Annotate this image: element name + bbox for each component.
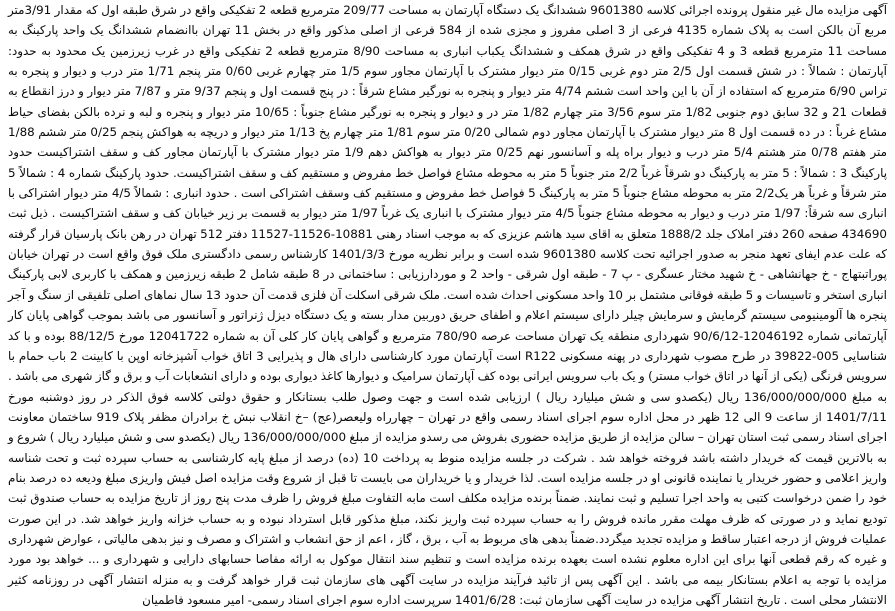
auction-notice-text: آگهی مزایده مال غیر منقول پرونده اجرائی کلاسه 9601380 ششدانگ یک دستگاه آپارتمان به مساحت 209/77 مترمربع قطعه 2 تفکیکی واقع در شرق طبقه اول که مقدار 3/91متر مربع آن بالکن است به پلاک شماره 4135 فرعی از 3 اصلی مفروز و مجزی شده از 584 فرعی از اصلی مذکور واقع در بخش 11 تهران باانضمام ششدانگ یک واحد پارکینگ به مساحت 11 مترمربع قطعه 3 و 4 تفکیکی واقع در شرق همکف و ششدانگ یکباب انباری به مساحت 8/90 مترمربع قطعه 2 تفکیکی واقع در غرب زیرزمین یک محدود به حدود: آپارتمان : شمالاً : در شش قسمت اول 2/5 متر دوم غربی 0/15 متر دیوار مشترک با آپارتمان مجاور سوم 1/5 متر چهارم غربی 0/60 متر پنجم 1/71 متر درب و دیوار و پنجره به تراس 6/90 مترمربع که استفاده از آن با این واحد است ششم 4/74 متر دیوار و پنجره به نورگیر مشاع شرقاً : در پنج قسمت اول و پنجم 9/37 متر و 7/87 متر دیوار و درز انقطاع به قطعات 21 و 32 سابق دوم جنوبی 1/82 متر سوم 3/56 متر چهارم 1/82 متر در و دیوار و پنجره به نورگیر مشاع جنوباً : 10/65 متر دیوار و پنجره و لبه و نرده بالکن بفضای حیاط مشاع غرباً : در ده قسمت اول 8 متر دیوار مشترک با آپارتمان مجاور دوم شمالی 0/20 متر سوم 1/81 متر چهارم پخ 1/13 متر دیوار و دریچه به هواکش پنجم 0/25 متر ششم 1/88 متر هفتم 0/78 متر هشتم 5/4 متر درب و دیوار براه پله و آسانسور نهم 0/25 متر دیوار به هواکش دهم 1/9 متر دیوار مشترک با آپارتمان مجاور کف و سقف اشتراکیست حدود پارکینگ 3 : شمالاً : 5 متر به پارکینگ دو شرقاً غرباً 2/2 متر جنوباً 5 متر به محوطه مشاع فواصل خط مفروض و مستقیم کف و سقف اشتراکیست. حدود پارکینگ شماره 4 : شمالاً 5 متر شرقاً و غرباً هر یک2/2 متر به محوطه مشاع جنوباً 5 متر به پارکینگ 5 فواصل خط مفروض و مستقیم کف وسقف اشتراکی است . حدود انباری : شمالاً 4/5 متر دیوار اشتراکی با انباری سه شرقاً: 1/97 متر درب و دیوار به محوطه مشاع جنوباً 4/5 متر دیوار مشترک با انباری یک غرباً 1/97 متر دیوار به قسمت بر زیر خیابان کف و سقف اشتراکیست . ذیل ثبت 434690 صفحه 260 دفتر املاک جلد 1888/2 متعلق به اقای سید هاشم عزیزی که به موجب اسناد رهنی 10881-11526-11527 دفتر 512 تهران در رهن بانک پارسیان قرار گرفته که علت عدم ایفای تعهد منجر به صدور اجرائیه تحت کلاسه 9601380 شده است و برابر نظریه مورخ 1401/3/3 کارشناس رسمی دادگستری ملک فوق واقع است در تهران خیابان پوراتبتهاج - خ جهانشاهی - خ شهید مختار عسگری - پ 7 - طبقه اول شرقی - واحد 2 و موردارزیابی : ساختمانی در 8 طبقه شامل 2 طبقه زیرزمین و همکف با کاربری لابی پارکینگ انباری استخر و تاسیسات و 5 طبقه فوقانی مشتمل بر 10 واحد مسکونی احداث شده است. ملک شرقی اسکلت آن فلزی قدمت آن حدود 13 سال نماهای اصلی تلفیقی از سنگ و آجر پنجره ها آلومینیومی سیستم گرمایش و سرمایش چیلر دارای سیستم اعلام و اطفای حریق دوربین مدار بسته و یک دستگاه دیزل ژنراتور و آسانسور می باشد بموجب گواهی پایان کار آپارتمانی شماره 12046192-90/6/12 شهرداری منطقه یک تهران مساحت عرصه 780/90 مترمربع و گواهی پایان کار کلی آن به شماره 12041722 مورخ 88/12/5 بوده و با کد شناسایی 005-39822 در طرح مصوب شهرداری در پهنه مسکونی R122 است آپارتمان مورد کارشناسی دارای هال و پذیرایی 3 اتاق خواب آشپزخانه اوپن با کابینت 2 باب حمام با سرویس فرنگی (یکی از آنها در اتاق خواب مستر) و یک باب سرویس ایرانی بوده کف آپارتمان سرامیک و دیوارها کاغذ دیواری بوده و دارای انشعابات آب و برق و گاز شهری می باشد . به مبلغ 136/000/000/000 ریال (یکصدو سی و شش میلیارد ریال ) ارزیابی شده است و جهت وصول طلب بستانکار و حقوق دولتی کلاسه فوق الذکر در روز دوشنبه مورخ 1401/7/11 از ساعت 9 الی 12 ظهر در محل اداره سوم اجرای اسناد رسمی واقع در تهران – چهارراه ولیعصر(عج) –خ انقلاب نبش خ برادران مظفر پلاک 919 ساختمان معاونت اجرای اسناد رسمی ثبت استان تهران – سالن مزایده از طریق مزایده حضوری بفروش می رسدو مزایده از مبلغ 136/000/000/000 ریال (یکصدو سی و شش میلیارد ریال ) شروع و به بالاترین قیمت که خریدار داشته باشد فروخته خواهد شد . شرکت در جلسه مزایده منوط به پرداخت 10 (ده) درصد از مبلغ پایه کارشناسی به حساب سپرده ثبت و تحت شناسه واریز اعلامی و حضور خریدار یا نماینده قانونی او در جلسه مزایده است. لذا خریدار و یا خریداران می بایست تا قبل از شروع وقت مزایده اصل فیش واریزی مبلغ ودیعه ده درصد بنام خود را ضمن درخواست کتبی به واحد اجرا تسلیم و ثبت نمایند. ضمناً برنده مزایده مکلف است مابه التفاوت مبلغ فروش را ظرف مدت پنج روز از تاریخ مزایده به حساب صندوق ثبت تودیع نماید و در صورتی که ظرف مهلت مقرر مانده فروش را به حساب سپرده ثبت واریز نکند، مبلغ مذکور قابل استرداد نبوده و به حساب خزانه واریز خواهد شد. در این صورت عملیات فروش از درجه اعتبار ساقط و مزایده تجدید میگردد.ضمناً بدهی های مربوط به آب ، برق ، گاز ، اعم از حق انشعاب و اشتراک و مصرف و نیز بدهی مالیاتی ، عوارض شهرداری و غیره که رقم قطعی آنها برای این اداره معلوم نشده است بعهده برنده مزایده است و تنظیم سند انتقال موکول به ارائه مفاصا حسابهای دارایی و شهرداری و ... خواهد بود مورد مزایده با توجه به اعلام بستانکار بیمه می باشد . این آگهی پس از تائید فرآیند مزایده در سایت آگهی های سازمان ثبت قرار خواهد گرفت و به منزله انتشار آگهی در روزنامه کثیر الانتشار محلی است . تاریخ انتشار آگهی مزایده در سایت آگهی سازمان ثبت: 1401/6/28 سرپرست اداره سوم اجرای اسناد رسمی- امیر مسعود فاطمیان [8, 3, 888, 607]
